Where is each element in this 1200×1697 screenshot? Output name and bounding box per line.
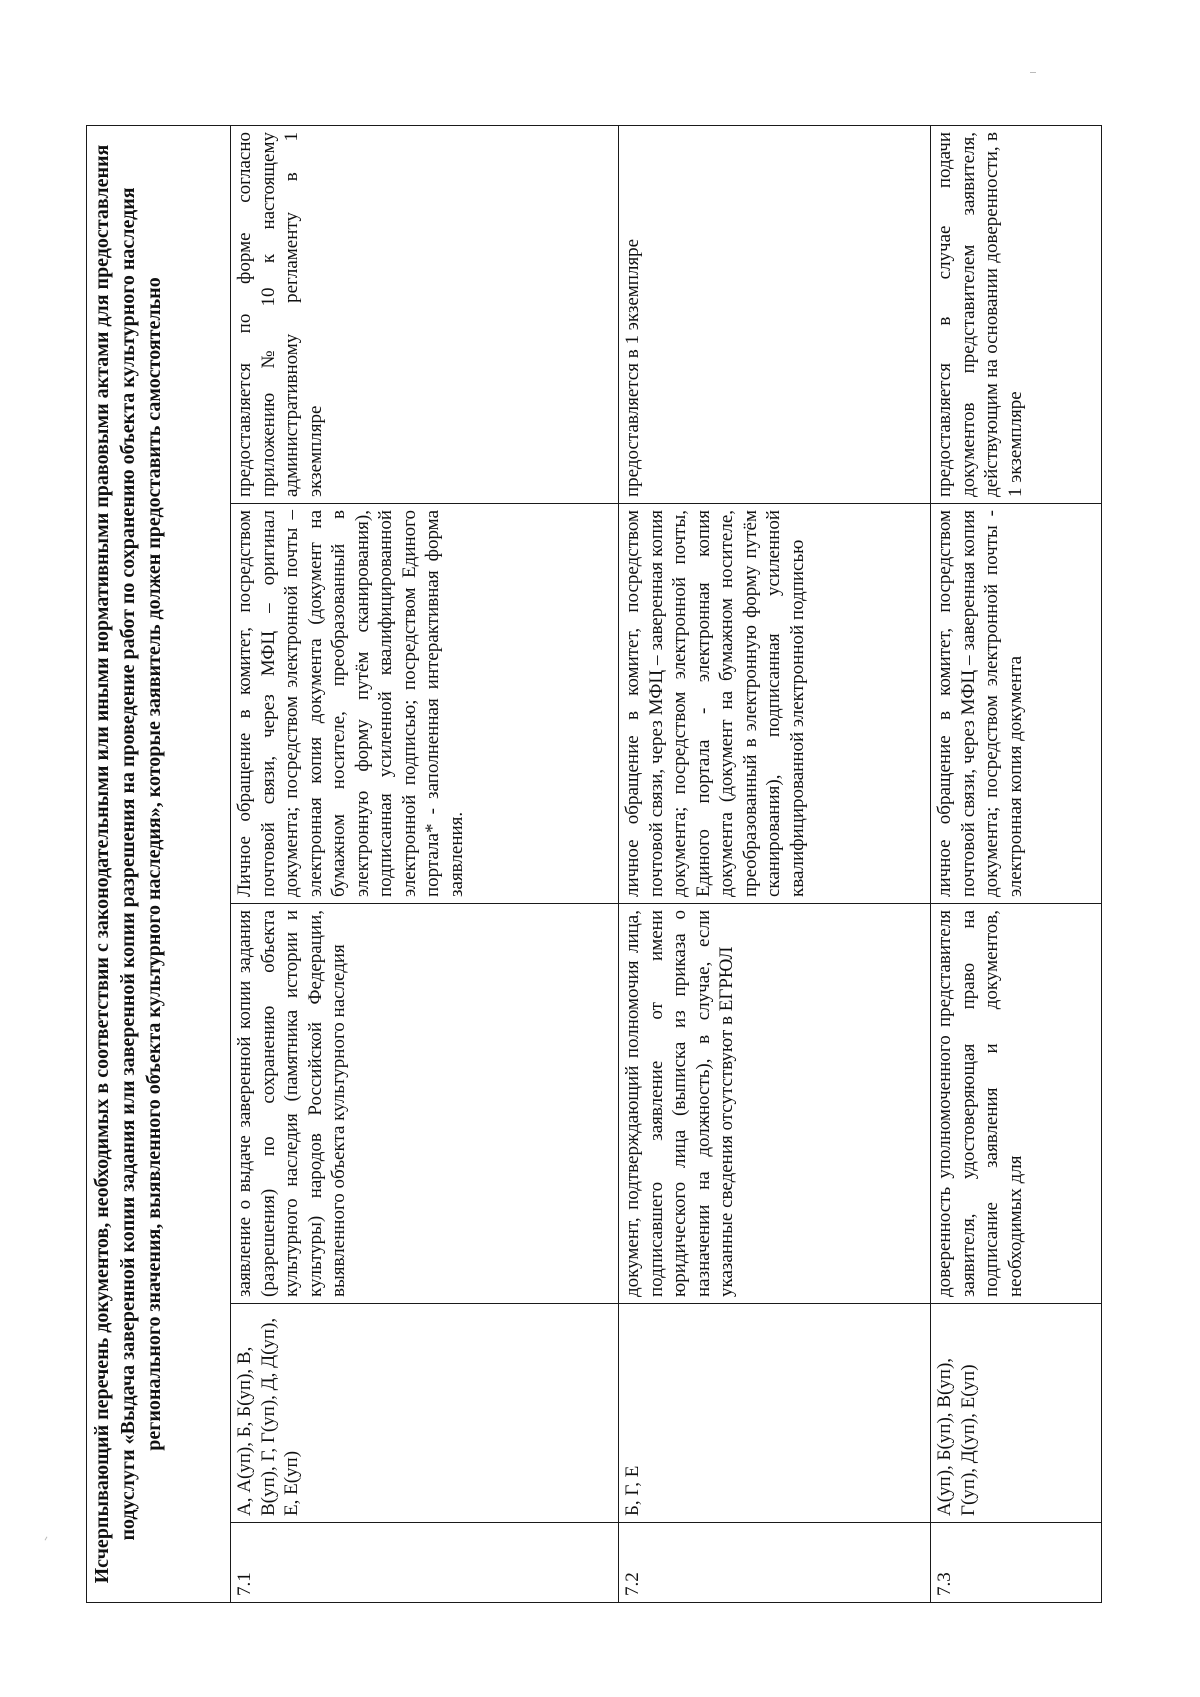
- row-number: 7.2: [619, 1523, 931, 1603]
- scan-mark: [45, 1537, 48, 1541]
- document-note: предоставляется в 1 экземпляре: [619, 125, 931, 503]
- document-name: заявление о выдаче заверенной копии задания (разрешения) по сохранению объекта культурного наследия (памятника истории и культуры) народов Российской Федерации, выявленного объекта культурного наследия: [231, 904, 619, 1304]
- applicant-categories: А, А(уп), Б, Б(уп), В, В(уп), Г, Г(уп), Д, Д(уп), Е, Е(уп): [231, 1304, 619, 1523]
- document-note: предоставляется по форме согласно приложению № 10 к настоящему административному регламенту в 1 экземпляре: [231, 125, 619, 503]
- applicant-categories: Б, Г, Е: [619, 1304, 931, 1523]
- table-row: [231, 125, 619, 1602]
- applicant-categories: А(уп), Б(уп), В(уп), Г(уп), Д(уп), Е(уп): [931, 1304, 1102, 1523]
- documents-table: [86, 125, 1102, 1603]
- table-header-row: [87, 125, 231, 1602]
- document-name: документ, подтверждающий полномочия лица, подписавшего заявление от имени юридического лица (выписка из приказа о назначении на должность), в случае, если указанные сведения отсутствуют в ЕГРЮЛ: [619, 904, 931, 1304]
- rotated-page: [86, 126, 1101, 1603]
- row-number: 7.3: [931, 1523, 1102, 1603]
- scan-mark: [1030, 72, 1036, 73]
- table-title: Исчерпывающий перечень документов, необходимых в соответствии с законодательными или иными нормативными правовыми актами для предоставления подуслуги «Выдача заверенной копии задания или заверенной копии разрешения на проведение работ по сохранению объекта культурного наследия регионального значения, выявленного объекта культурного наследия», которые заявитель должен предоставить самостоятельно: [87, 125, 231, 1602]
- submission-method: личное обращение в комитет, посредством почтовой связи, через МФЦ – заверенная копия документа; посредством электронной почты - электронная копия документа: [931, 504, 1102, 904]
- table-row: [619, 125, 931, 1602]
- row-number: 7.1: [231, 1523, 619, 1603]
- document-note: предоставляется в случае подачи документов представителем заявителя, действующим на основании доверенности, в 1 экземпляре: [931, 125, 1102, 503]
- submission-method: Личное обращение в комитет, посредством почтовой связи, через МФЦ – оригинал документа; посредством электронной почты – электронная копия документа (документ на бумажном носителе, преобразованный в электронную форму путём сканирования), подписанная усиленной квалифицированной электронной подписью; посредством Единого портала* - заполненная интерактивная форма заявления.: [231, 504, 619, 904]
- document-name: доверенность уполномоченного представителя заявителя, удостоверяющая право на подписание заявления и документов, необходимых для: [931, 904, 1102, 1304]
- submission-method: личное обращение в комитет, посредством почтовой связи, через МФЦ – заверенная копия документа; посредством электронной почты, Единого портала - электронная копия документа (документ на бумажном носителе, преобразованный в электронную форму путём сканирования), подписанная усиленной квалифицированной электронной подписью: [619, 504, 931, 904]
- table-row: [931, 125, 1102, 1602]
